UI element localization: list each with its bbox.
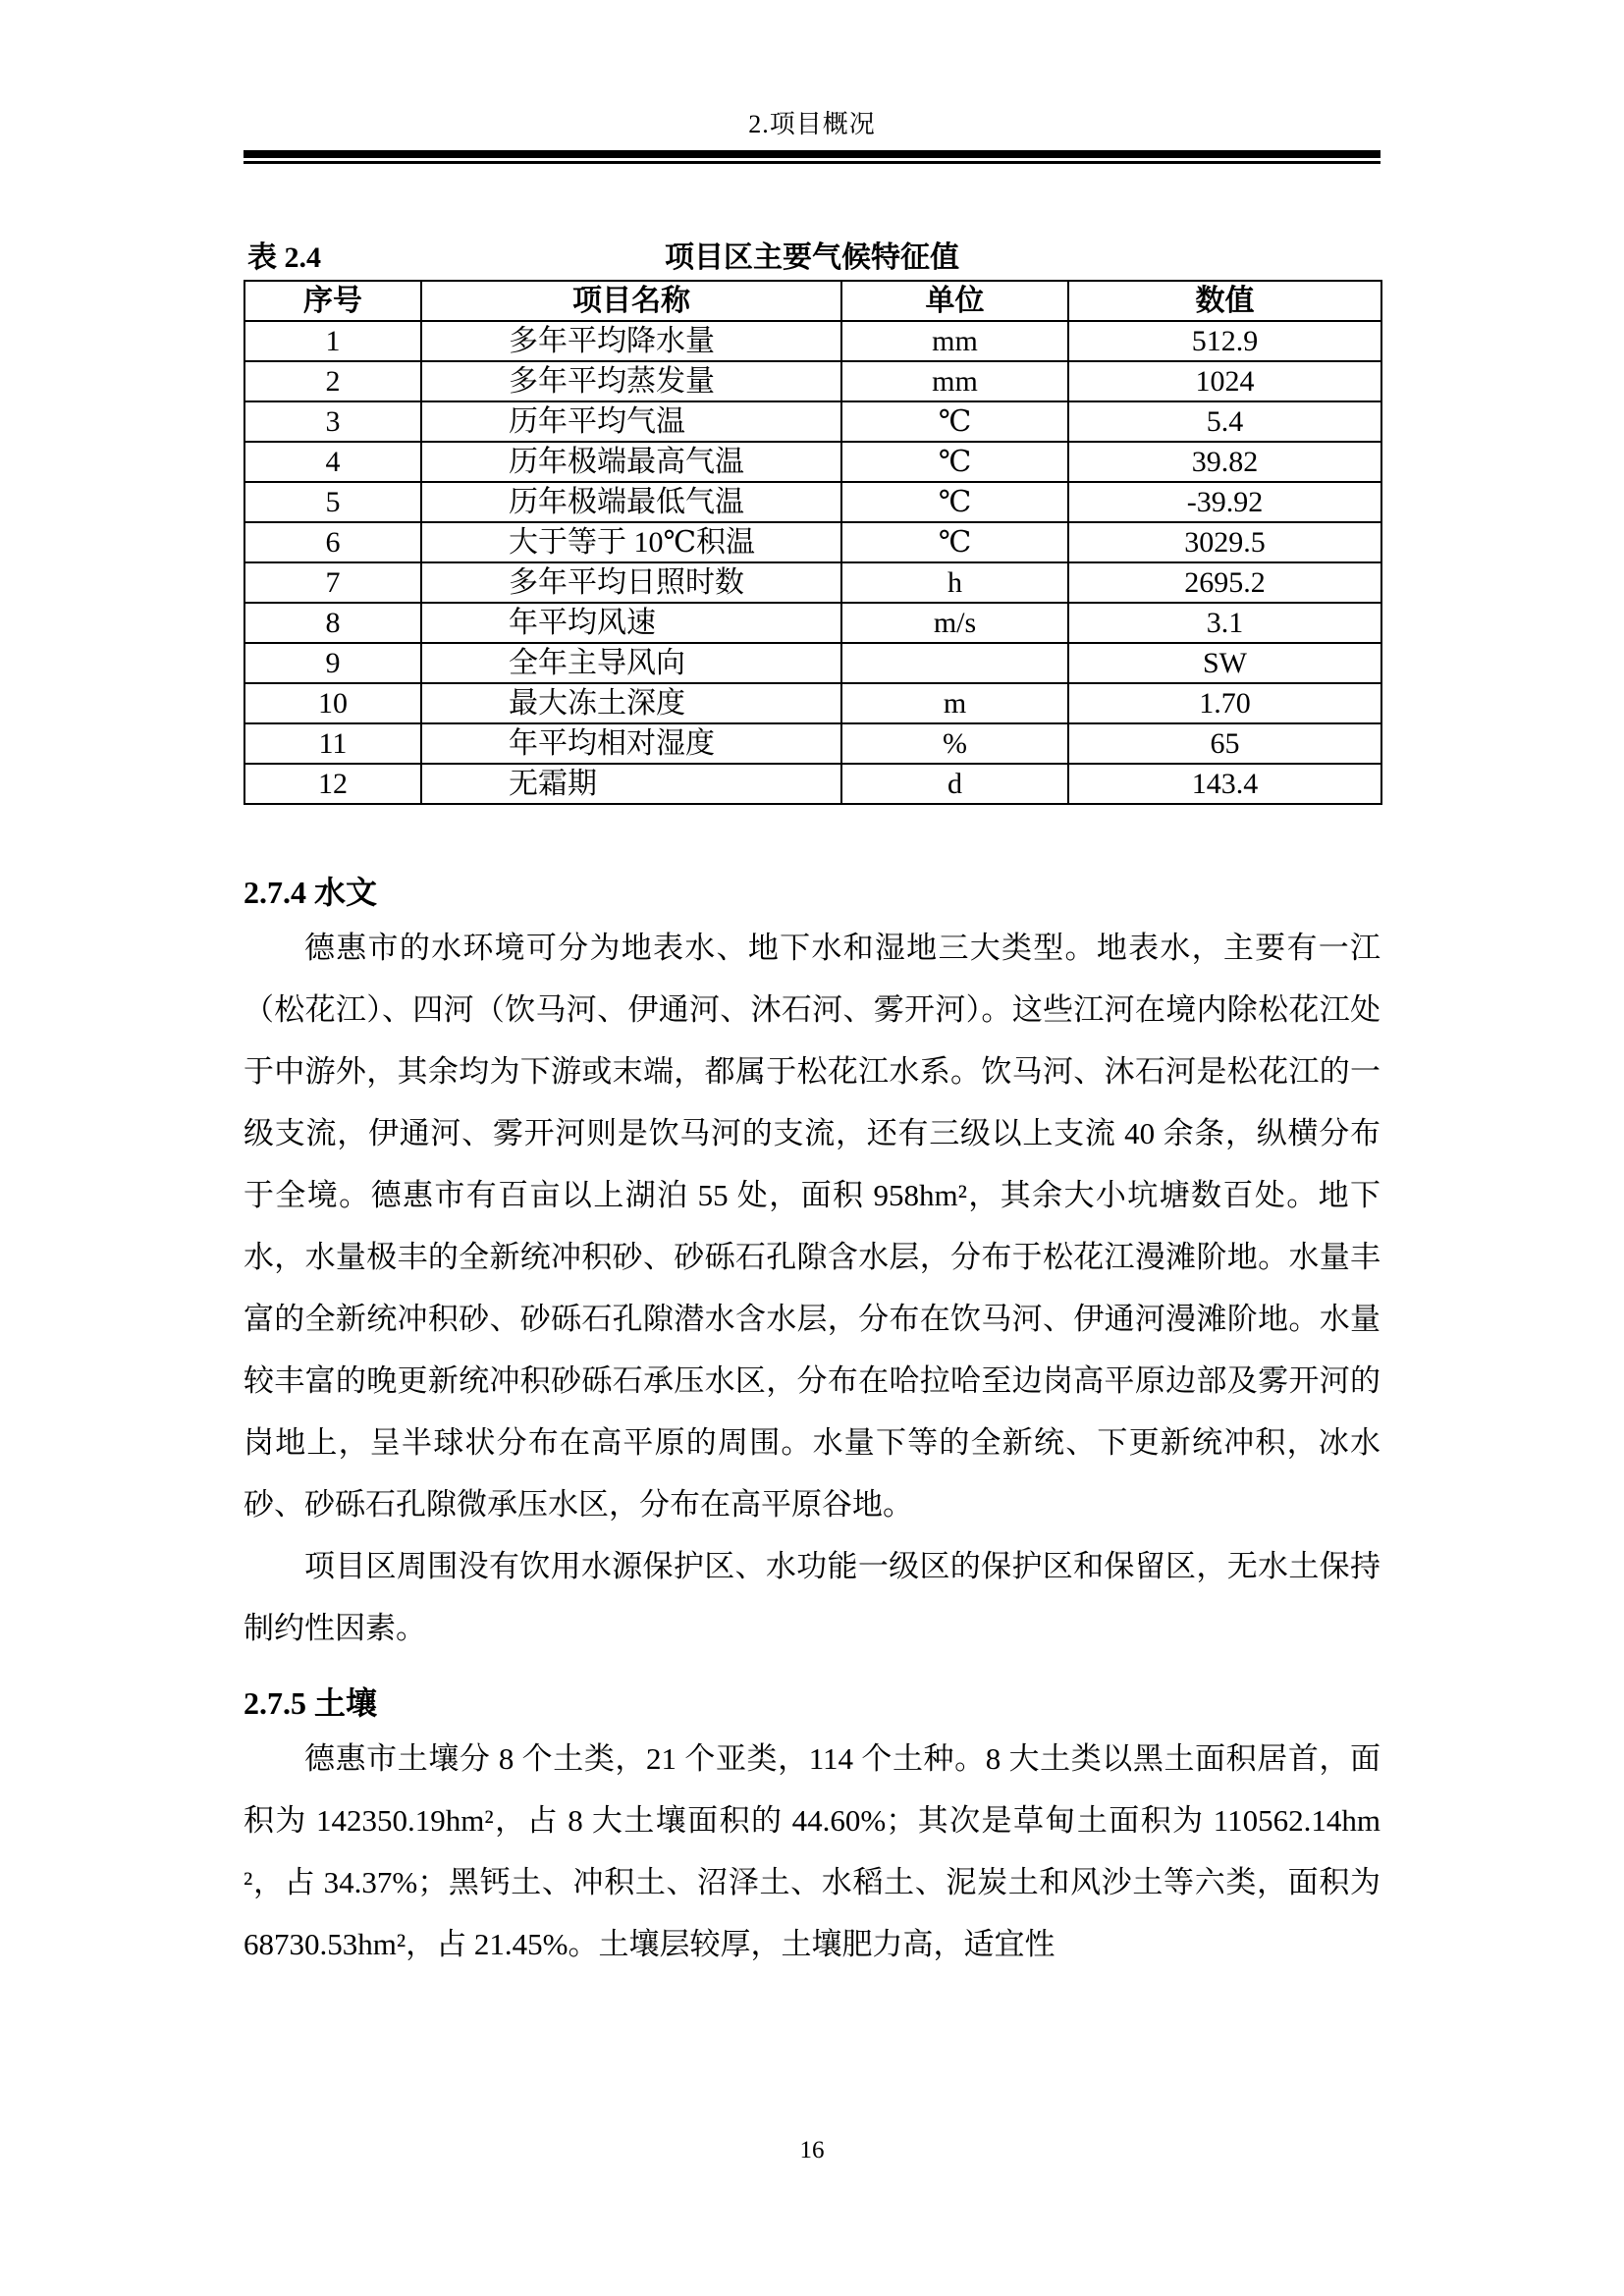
cell-index: 4 [244,442,421,482]
cell-value: 143.4 [1068,764,1381,804]
cell-value: SW [1068,643,1381,683]
cell-index: 1 [244,321,421,361]
cell-item-name: 历年极端最高气温 [421,442,841,482]
table-row [244,683,1381,723]
table-row [244,723,1381,764]
cell-item-name: 历年平均气温 [421,401,841,442]
col-header-item: 项目名称 [421,281,841,321]
cell-index: 8 [244,603,421,643]
cell-value: 3029.5 [1068,522,1381,562]
table-row [244,321,1381,361]
cell-value: 1024 [1068,361,1381,401]
col-header-value: 数值 [1068,281,1381,321]
paragraph-hydrology-1: 德惠市的水环境可分为地表水、地下水和湿地三大类型。地表水，主要有一江（松花江）、四河（饮马河、伊通河、沐石河、雾开河）。这些江河在境内除松花江处于中游外，其余均为下游或末端，都属于松花江水系。饮马河、沐石河是松花江的一级支流，伊通河、雾开河则是饮马河的支流，还有三级以上支流 40 余条，纵横分布于全境。德惠市有百亩以上湖泊 55 处，面积 958hm²，其余大小坑塘数百处。地下水，水量极丰的全新统冲积砂、砂砾石孔隙含水层，分布于松花江漫滩阶地。水量丰富的全新统冲积砂、砂砾石孔隙潜水含水层，分布在饮马河、伊通河漫滩阶地。水量较丰富的晚更新统冲积砂砾石承压水区，分布在哈拉哈至边岗高平原边部及雾开河的岗地上，呈半球状分布在高平原的周围。水量下等的全新统、下更新统冲积，冰水砂、砂砾石孔隙微承压水区，分布在高平原谷地。 [244,931,1380,1522]
cell-value: 39.82 [1068,442,1381,482]
section-heading-hydrology: 2.7.4 水文 [244,875,378,910]
paragraph-hydrology-2: 项目区周围没有饮用水源保护区、水功能一级区的保护区和保留区，无水土保持制约性因素。 [244,1549,1380,1645]
table-row [244,562,1381,603]
cell-value: 3.1 [1068,603,1381,643]
cell-value: 65 [1068,723,1381,764]
page-header [244,110,1380,164]
table-caption [244,240,1380,276]
cell-index: 7 [244,562,421,603]
cell-value: 5.4 [1068,401,1381,442]
header-rule-thick-line [244,150,1380,158]
table-head [244,281,1381,321]
table-header-row [244,281,1381,321]
table-row [244,522,1381,562]
cell-unit: d [841,764,1068,804]
cell-value: 512.9 [1068,321,1381,361]
header-rule-thin-line [244,161,1380,164]
table-row [244,764,1381,804]
col-header-unit: 单位 [841,281,1068,321]
section-hydrology [244,874,1380,1659]
cell-index: 10 [244,683,421,723]
cell-unit: m [841,683,1068,723]
page-header-title: 2.项目概况 [748,110,876,138]
table-row [244,643,1381,683]
cell-item-name: 多年平均降水量 [421,321,841,361]
paragraph-soil-1: 德惠市土壤分 8 个土类，21 个亚类，114 个土种。8 大土类以黑土面积居首，面积为 142350.19hm²，占 8 大土壤面积的 44.60%；其次是草甸土面积为 110562.14hm²，占 34.37%；黑钙土、冲积土、沼泽土、水稻土、泥炭土和风沙土等六类，面积为 68730.53hm²，占 21.45%。土壤层较厚，土壤肥力高，适宜性 [244,1741,1380,1961]
cell-value: 1.70 [1068,683,1381,723]
table-row [244,401,1381,442]
table-caption-title: 项目区主要气候特征值 [665,241,959,274]
cell-unit: ℃ [841,401,1068,442]
page-number: 16 [799,2137,825,2163]
cell-item-name: 多年平均日照时数 [421,562,841,603]
cell-item-name: 多年平均蒸发量 [421,361,841,401]
cell-index: 5 [244,482,421,522]
table-caption-label: 表 2.4 [247,241,321,274]
cell-index: 12 [244,764,421,804]
table-row [244,442,1381,482]
cell-unit: ℃ [841,482,1068,522]
climate-table [244,280,1382,805]
cell-item-name: 历年极端最低气温 [421,482,841,522]
cell-unit [841,643,1068,683]
cell-index: 6 [244,522,421,562]
table-row [244,361,1381,401]
table-body [244,321,1381,804]
cell-unit: ℃ [841,522,1068,562]
cell-item-name: 全年主导风向 [421,643,841,683]
cell-unit: m/s [841,603,1068,643]
cell-item-name: 最大冻土深度 [421,683,841,723]
header-rule [244,150,1380,164]
cell-unit: mm [841,361,1068,401]
cell-unit: mm [841,321,1068,361]
cell-item-name: 年平均相对湿度 [421,723,841,764]
cell-unit: h [841,562,1068,603]
section-soil [244,1684,1380,1975]
cell-index: 2 [244,361,421,401]
cell-value: 2695.2 [1068,562,1381,603]
cell-index: 3 [244,401,421,442]
cell-unit: % [841,723,1068,764]
section-heading-soil: 2.7.5 土壤 [244,1685,378,1721]
table-row [244,482,1381,522]
cell-value: -39.92 [1068,482,1381,522]
col-header-index: 序号 [244,281,421,321]
cell-item-name: 无霜期 [421,764,841,804]
cell-item-name: 大于等于 10℃积温 [421,522,841,562]
cell-item-name: 年平均风速 [421,603,841,643]
cell-unit: ℃ [841,442,1068,482]
cell-index: 11 [244,723,421,764]
cell-index: 9 [244,643,421,683]
table-row [244,603,1381,643]
